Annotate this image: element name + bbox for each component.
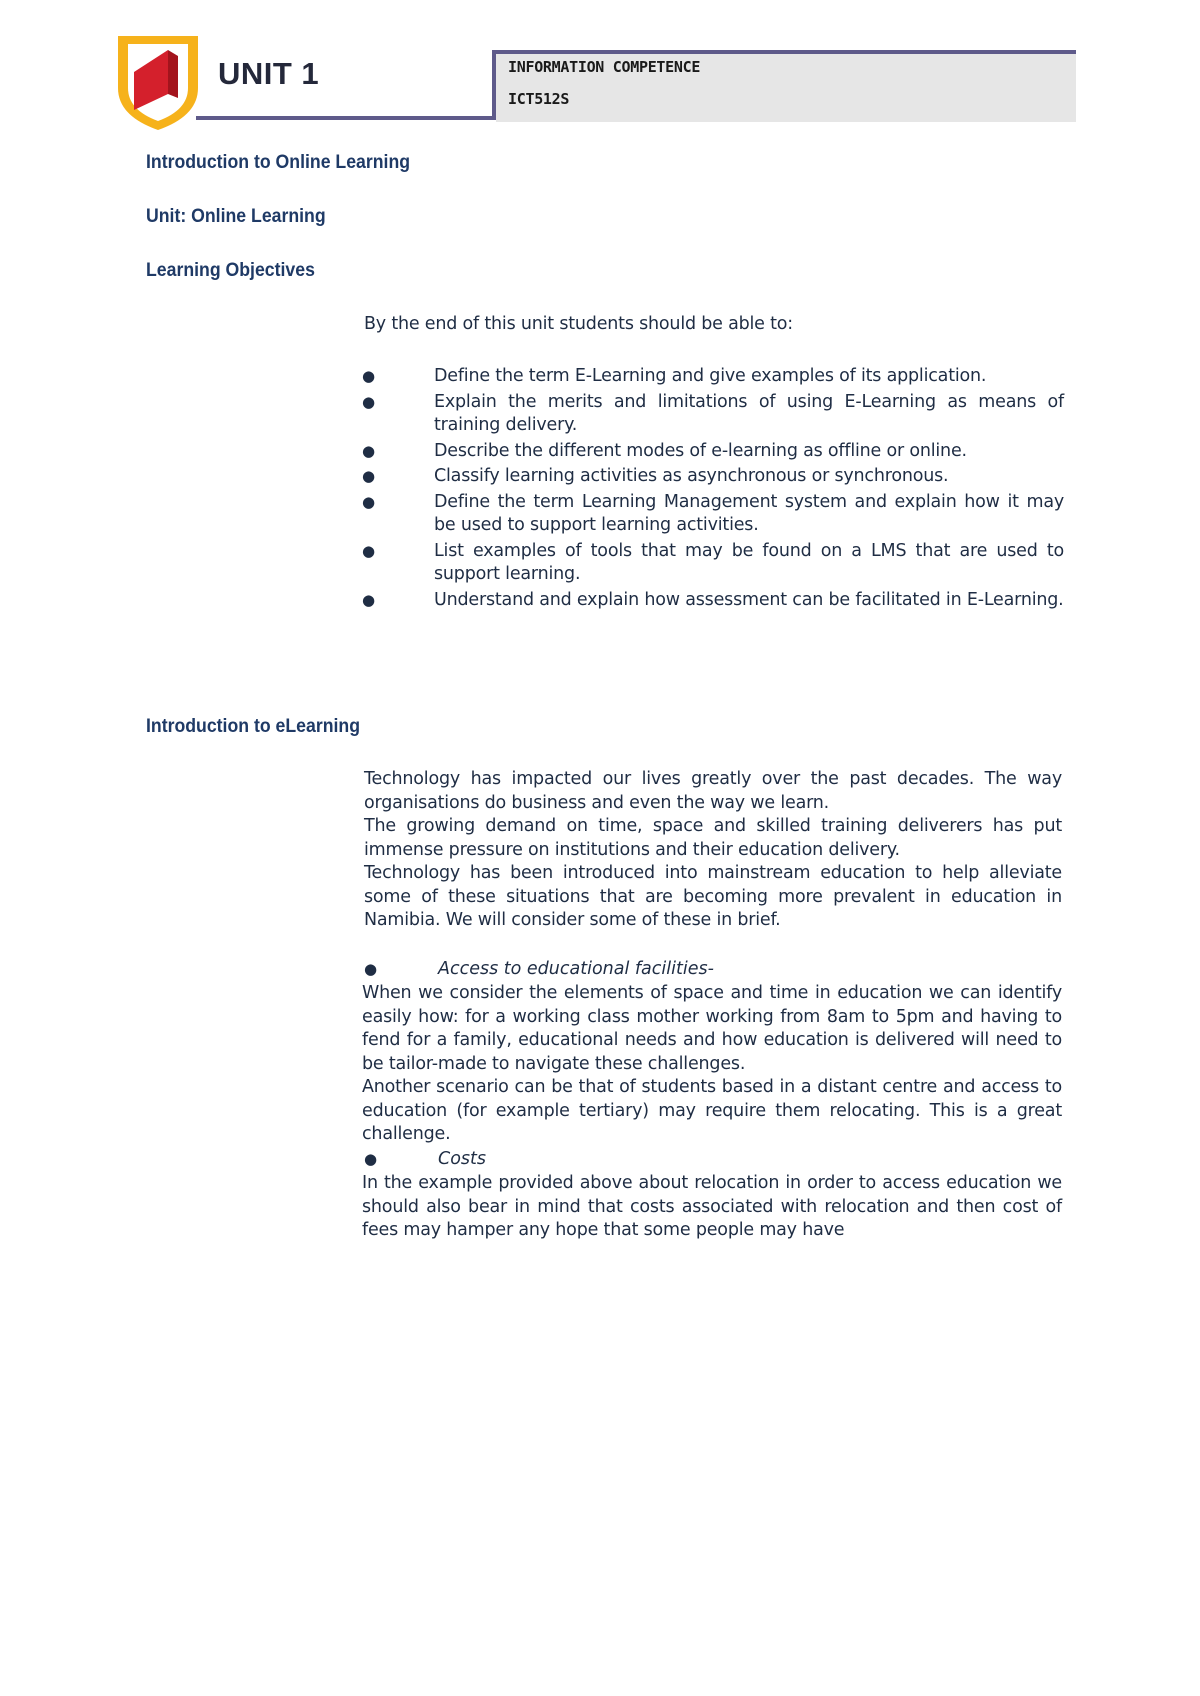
bullet-icon: ● [362,541,375,560]
bullet-icon: ● [364,960,378,978]
objectives-list [358,365,1064,614]
access-paragraphs [362,982,1062,1147]
bullet-icon: ● [362,590,375,609]
bullet-icon: ● [364,1150,378,1168]
paragraph: Technology has impacted our lives greatly over the past decades. The way organisations do business and even the way we learn. [364,769,1062,813]
access-label: Access to educational facilities- [438,959,714,979]
bullet-icon: ● [362,392,375,411]
costs-paragraph [362,1172,1062,1243]
objective-text: Classify learning activities as asynchronous or synchronous. [434,466,949,486]
university-logo [112,32,204,132]
list-item [358,491,1064,538]
course-code: ICT512S [508,90,570,108]
paragraph: Technology has been introduced into mainstream education to help alleviate some of these situations that are becoming more prevalent in education in Namibia. We will consider some of these in brief. [364,863,1062,930]
objective-text: List examples of tools that may be found on a LMS that are used to support learning. [434,540,1064,584]
bullet-icon: ● [362,441,375,460]
paragraph: In the example provided above about relocation in order to access education we should also bear in mind that costs associated with relocation and then cost of fees may hamper any hope that some people may have [362,1173,1062,1240]
heading-unit: Unit: Online Learning [146,206,326,227]
list-item [358,365,1064,389]
list-item [358,465,1064,489]
list-item [358,391,1064,438]
elearning-paragraphs [364,768,1062,933]
list-item [358,540,1064,587]
objective-text: Understand and explain how assessment can be facilitated in E-Learning. [434,589,1064,610]
unit-title: UNIT 1 [218,56,320,91]
objective-text: Explain the merits and limitations of using E-Learning as means of training delivery. [434,391,1064,435]
costs-label: Costs [438,1149,487,1169]
paragraph: When we consider the elements of space and time in education we can identify easily how: for a working class mother working from 8am to 5pm and having to fend for a family, educational needs and how education is delivered will need to be tailor-made to navigate these challenges. [362,983,1062,1074]
bullet-icon: ● [362,492,375,511]
objectives-intro: By the end of this unit students should be able to: [364,314,793,334]
header-divider [196,116,496,120]
heading-learning-objectives: Learning Objectives [146,260,315,281]
list-item [358,440,1064,464]
heading-intro-elearning: Introduction to eLearning [146,716,361,737]
objective-text: Define the term E-Learning and give examples of its application. [434,366,987,386]
bullet-icon: ● [362,367,375,385]
list-item [358,589,1064,613]
heading-intro-online-learning: Introduction to Online Learning [146,152,411,173]
objective-text: Define the term Learning Management system and explain how it may be used to support learning activities. [434,491,1064,535]
course-info-box [496,50,1076,122]
course-name: INFORMATION COMPETENCE [508,58,701,76]
paragraph: Another scenario can be that of students based in a distant centre and access to education (for example tertiary) may require them relocating. This is a great challenge. [362,1077,1062,1144]
bullet-icon: ● [362,467,375,485]
objective-text: Describe the different modes of e-learning as offline or online. [434,440,967,461]
paragraph: The growing demand on time, space and skilled training deliverers has put immense pressure on institutions and their education delivery. [364,816,1062,860]
shield-logo-icon [112,32,204,132]
